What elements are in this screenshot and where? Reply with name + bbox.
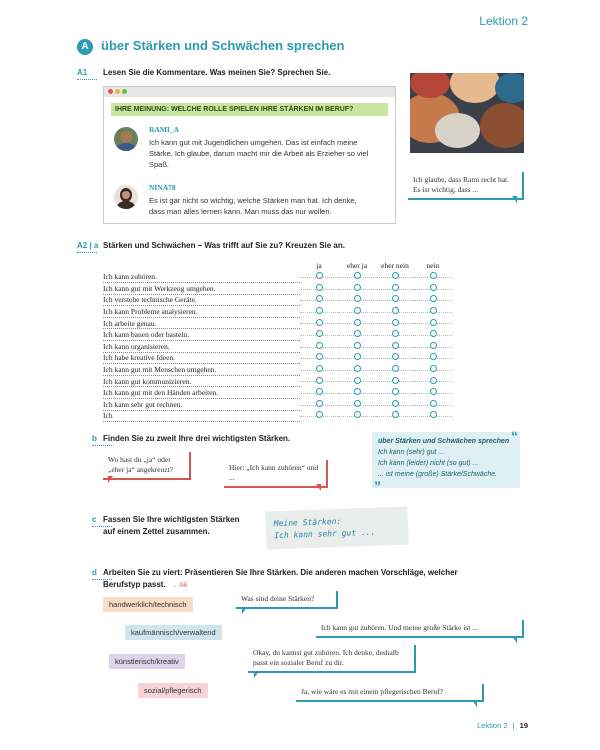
rating-radio[interactable] — [354, 295, 361, 302]
rating-cell — [338, 271, 376, 283]
a1-speech-bubble — [408, 172, 524, 200]
skill-label: Ich habe kreative Ideen. — [103, 352, 300, 364]
rating-cell — [414, 294, 452, 306]
comment-user: RAMI_A — [149, 125, 179, 134]
task-a2a-instruction: Stärken und Schwächen – Was trifft auf Sie zu? Kreuzen Sie an. — [103, 241, 345, 250]
rating-cell — [338, 294, 376, 306]
dialog-bubble-2 — [316, 620, 524, 638]
rating-cell — [300, 271, 338, 283]
rating-radio[interactable] — [430, 319, 437, 326]
lesson-header: Lektion 2 — [479, 14, 528, 28]
rating-cell — [414, 352, 452, 364]
rating-radio[interactable] — [354, 272, 361, 279]
section-title: über Stärken und Schwächen sprechen — [101, 38, 345, 53]
comment-text: Es ist gar nicht so wichtig, welche Stärken man hat. Ich denke, dass man alles lernen kann. Man muss das nur wollen. — [149, 196, 357, 216]
rating-radio[interactable] — [316, 353, 323, 360]
skill-label: Ich kann gut mit Menschen umgehen. — [103, 364, 300, 376]
skill-row — [103, 317, 452, 329]
avatar-rami — [114, 127, 138, 151]
rating-cell — [414, 306, 452, 318]
task-a2-number: A2 | a — [77, 241, 99, 250]
skill-row — [103, 399, 452, 411]
task-d-instruction — [103, 567, 483, 592]
rating-radio[interactable] — [430, 272, 437, 279]
tag-kuenstlerisch: künstlerisch/kreativ — [109, 654, 185, 669]
rating-radio[interactable] — [392, 411, 399, 418]
skill-row — [103, 364, 452, 376]
skill-row — [103, 375, 452, 387]
tag-kaufmaennisch: kaufmännisch/verwaltend — [125, 625, 222, 640]
col-eher-nein: eher nein — [381, 261, 409, 270]
col-nein: nein — [426, 261, 440, 270]
rating-cell — [338, 283, 376, 295]
rating-cell — [414, 329, 452, 341]
rating-radio[interactable] — [316, 400, 323, 407]
rating-cell — [414, 341, 452, 353]
rating-radio[interactable] — [392, 388, 399, 395]
tag-handwerklich: handwerklich/technisch — [103, 597, 193, 612]
rating-cell — [300, 364, 338, 376]
rating-cell — [414, 271, 452, 283]
footer-separator: | — [512, 721, 515, 730]
phrase-line: ... ist meine (große) Stärke/Schwäche. — [378, 471, 498, 478]
rating-radio[interactable] — [392, 272, 399, 279]
dialog-bubble-4 — [296, 684, 484, 702]
footer — [477, 721, 528, 730]
avatar-nina — [114, 185, 138, 209]
rating-cell — [338, 352, 376, 364]
rating-cell — [376, 410, 414, 422]
rating-cell — [376, 329, 414, 341]
rating-radio[interactable] — [430, 295, 437, 302]
rating-cell — [300, 329, 338, 341]
rating-radio[interactable] — [392, 330, 399, 337]
rating-cell — [376, 317, 414, 329]
skill-row — [103, 329, 452, 341]
task-a1-instruction: Lesen Sie die Kommentare. Was meinen Sie? Sprechen Sie. — [103, 68, 331, 77]
forum-title-bar — [111, 103, 388, 116]
rating-cell — [376, 352, 414, 364]
rating-radio[interactable] — [430, 377, 437, 384]
skill-label: Ich kann Probleme analysieren. — [103, 306, 300, 318]
rating-cell — [376, 294, 414, 306]
rating-radio[interactable] — [316, 307, 323, 314]
rating-cell — [338, 306, 376, 318]
rating-cell — [376, 399, 414, 411]
rating-cell — [300, 352, 338, 364]
rating-cell — [300, 306, 338, 318]
rating-radio[interactable] — [316, 411, 323, 418]
skill-label: Ich kann zuhören. — [103, 271, 300, 283]
skill-label: Ich kann gut mit den Händen arbeiten. — [103, 387, 300, 399]
rating-cell — [376, 341, 414, 353]
rating-cell — [376, 364, 414, 376]
rating-radio[interactable] — [316, 295, 323, 302]
col-eher-ja: eher ja — [346, 261, 368, 270]
skill-label: Ich kann sehr gut rechnen. — [103, 399, 300, 411]
rating-cell — [376, 271, 414, 283]
rating-cell — [300, 317, 338, 329]
page-number: 19 — [519, 721, 528, 730]
rating-radio[interactable] — [316, 272, 323, 279]
rating-radio[interactable] — [430, 388, 437, 395]
rating-cell — [300, 410, 338, 422]
bubble-tail — [254, 671, 259, 678]
rating-radio[interactable] — [430, 330, 437, 337]
phrase-line: Ich kann (sehr) gut ... — [378, 449, 445, 456]
skills-table — [103, 260, 452, 422]
rating-cell — [300, 387, 338, 399]
skill-label: Ich kann organisieren. — [103, 341, 300, 353]
window-minimize-dot — [115, 89, 120, 94]
rating-cell — [376, 306, 414, 318]
task-b-instruction: Finden Sie zu zweit Ihre drei wichtigsten Stärken. — [103, 434, 291, 443]
note-paper — [265, 507, 408, 550]
dialog-text: Ja, wie wäre es mit einem pflegerischen Beruf? — [301, 687, 444, 696]
rating-radio[interactable] — [392, 365, 399, 372]
rating-radio[interactable] — [316, 377, 323, 384]
b-bubble-1 — [103, 452, 191, 480]
rating-cell — [300, 341, 338, 353]
skill-row — [103, 294, 452, 306]
note-line: Ich kann sehr gut ... — [274, 527, 376, 541]
rating-cell — [376, 375, 414, 387]
task-b-label: b — [92, 434, 97, 443]
rating-radio[interactable] — [392, 307, 399, 314]
col-ja: ja — [316, 261, 322, 270]
rating-cell — [376, 283, 414, 295]
rating-radio[interactable] — [430, 353, 437, 360]
skill-row — [103, 306, 452, 318]
comment-text: Ich kann gut mit Jugendlichen umgehen. Das ist einfach meine Stärke. Ich glaube, darum macht mir die Arbeit als Erzieher so viel Spaß. — [149, 138, 369, 169]
skill-row — [103, 352, 452, 364]
rating-radio[interactable] — [392, 319, 399, 326]
rating-cell — [338, 341, 376, 353]
rating-cell — [338, 317, 376, 329]
forum-window — [103, 86, 396, 224]
bubble-tail — [316, 484, 321, 491]
forum-title: IHRE MEINUNG: WELCHE ROLLE SPIELEN IHRE STÄRKEN IM BERUF? — [115, 106, 354, 113]
rating-radio[interactable] — [354, 377, 361, 384]
window-titlebar — [104, 87, 395, 97]
rating-radio[interactable] — [430, 411, 437, 418]
quote-close-icon: ” — [374, 478, 381, 494]
task-d-text: Arbeiten Sie zu viert: Präsentieren Sie Ihre Stärken. Die anderen machen Vorschläge, welcher Berufstyp passt. — [103, 568, 458, 589]
rating-radio[interactable] — [392, 295, 399, 302]
skill-label: Ich kann bauen oder basteln. — [103, 329, 300, 341]
section-badge — [77, 39, 93, 55]
skill-row — [103, 410, 452, 422]
bubble-tail — [108, 476, 113, 483]
dialog-bubble-3 — [248, 645, 416, 673]
phrase-line: Ich kann (leider) nicht (so gut) ... — [378, 460, 479, 467]
rating-radio[interactable] — [430, 342, 437, 349]
b-bubble-2 — [224, 460, 328, 488]
rating-cell — [300, 375, 338, 387]
bubble-tail — [512, 196, 517, 203]
a1-bubble-text: Ich glaube, dass Rami recht hat. Es ist wichtig, dass ... — [413, 175, 510, 194]
rating-cell — [414, 364, 452, 376]
skill-label: Ich kann gut kommunizieren. — [103, 375, 300, 387]
window-close-dot — [108, 89, 113, 94]
skill-label: Ich kann gut mit Werkzeug umgehen. — [103, 283, 300, 295]
rating-cell — [414, 317, 452, 329]
rating-radio[interactable] — [354, 319, 361, 326]
skill-row — [103, 387, 452, 399]
rating-radio[interactable] — [354, 400, 361, 407]
rating-cell — [300, 283, 338, 295]
task-c-label: c — [92, 515, 97, 524]
dialog-bubble-1 — [236, 591, 338, 609]
phrase-box — [372, 428, 520, 494]
note-line: Meine Stärken: — [273, 516, 342, 529]
rating-radio[interactable] — [316, 284, 323, 291]
rating-cell — [338, 329, 376, 341]
comment-user: NINA78 — [149, 183, 176, 192]
rating-radio[interactable] — [392, 353, 399, 360]
skill-row — [103, 341, 452, 353]
rating-cell — [338, 387, 376, 399]
skill-label: Ich — [103, 410, 300, 422]
rating-radio[interactable] — [354, 411, 361, 418]
rating-radio[interactable] — [430, 307, 437, 314]
rating-radio[interactable] — [316, 319, 323, 326]
b-bubble-2-text: Hier: „Ich kann zuhören“ und ... — [229, 463, 319, 482]
rating-radio[interactable] — [354, 365, 361, 372]
rating-cell — [376, 387, 414, 399]
section-letter: A — [81, 41, 89, 52]
rating-radio[interactable] — [316, 342, 323, 349]
dialog-text: Ich kann gut zuhören. Und meine große Stärke ist ... — [321, 623, 478, 632]
window-maximize-dot — [122, 89, 127, 94]
rating-radio[interactable] — [392, 284, 399, 291]
rating-cell — [414, 399, 452, 411]
skill-label: Ich verstehe technische Geräte. — [103, 294, 300, 306]
photo-hands — [410, 73, 524, 153]
rating-cell — [300, 294, 338, 306]
skill-row — [103, 283, 452, 295]
rating-radio[interactable] — [354, 330, 361, 337]
rating-cell — [414, 283, 452, 295]
tag-sozial: sozial/pflegerisch — [138, 683, 208, 698]
task-c-instruction: Fassen Sie Ihre wichtigsten Stärken auf einem Zettel zusammen. — [103, 515, 240, 536]
rating-cell — [414, 375, 452, 387]
rating-radio[interactable] — [392, 342, 399, 349]
task-a1-number: A1 — [77, 68, 88, 77]
footer-lesson: Lektion 2 — [477, 721, 508, 730]
rating-cell — [338, 375, 376, 387]
rating-cell — [300, 399, 338, 411]
rating-radio[interactable] — [430, 400, 437, 407]
rating-radio[interactable] — [316, 388, 323, 395]
rating-radio[interactable] — [354, 353, 361, 360]
bubble-tail — [472, 700, 477, 707]
dialog-text: Okay, du kannst gut zuhören. Ich denke, deshalb passt ein sozialer Beruf zu dir. — [253, 648, 399, 667]
rating-radio[interactable] — [392, 400, 399, 407]
rating-radio[interactable] — [316, 330, 323, 337]
bubble-tail — [242, 607, 247, 614]
rating-cell — [338, 399, 376, 411]
dialog-text: Was sind deine Stärken? — [241, 594, 315, 603]
rating-radio[interactable] — [392, 377, 399, 384]
rating-radio[interactable] — [354, 284, 361, 291]
rating-cell — [338, 410, 376, 422]
skill-label: Ich arbeite genau. — [103, 317, 300, 329]
skill-row — [103, 271, 452, 283]
rating-radio[interactable] — [354, 388, 361, 395]
rating-cell — [414, 410, 452, 422]
rating-radio[interactable] — [354, 307, 361, 314]
rating-radio[interactable] — [316, 365, 323, 372]
rating-radio[interactable] — [430, 365, 437, 372]
rating-radio[interactable] — [430, 284, 437, 291]
task-d-label: d — [92, 568, 97, 577]
rating-radio[interactable] — [354, 342, 361, 349]
rating-cell — [414, 387, 452, 399]
bubble-tail — [512, 636, 517, 643]
quote-open-icon: “ — [511, 428, 518, 444]
workbook-ref: → AB — [171, 583, 188, 589]
b-bubble-1-text: Wo hast du „ja“ oder „eher ja“ angekreuzt? — [108, 455, 173, 474]
phrase-box-title: über Stärken und Schwächen sprechen — [378, 438, 510, 445]
rating-cell — [338, 364, 376, 376]
